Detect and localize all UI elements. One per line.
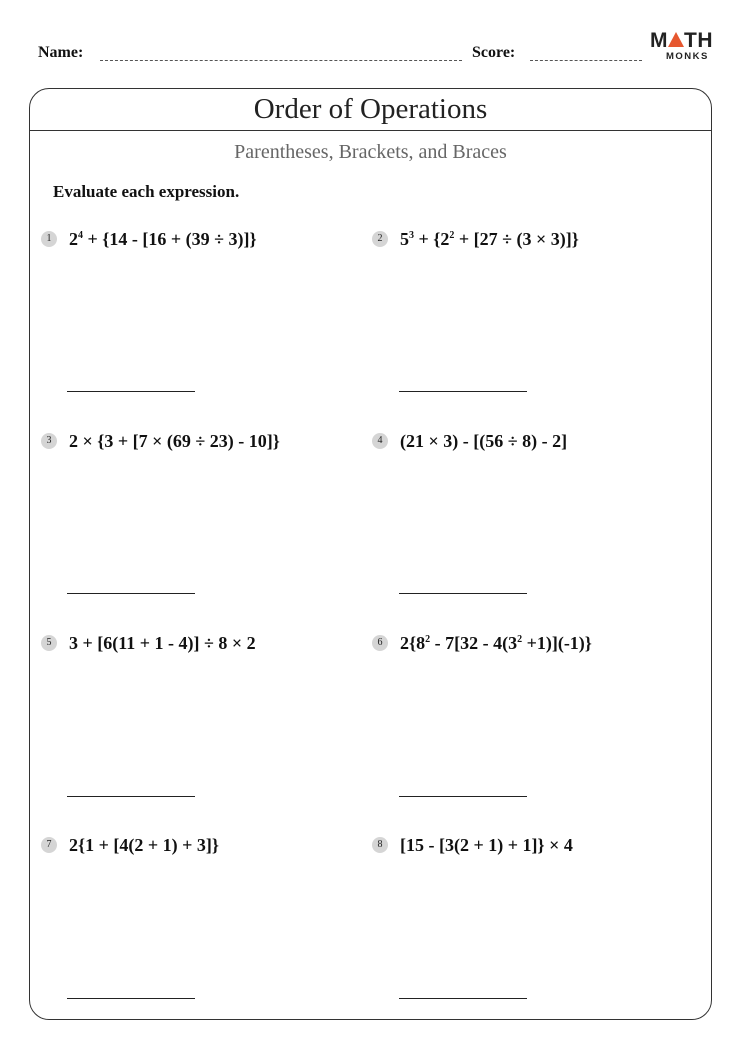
- page-subtitle: Parentheses, Brackets, and Braces: [234, 141, 507, 163]
- problem-number-badge: 8: [372, 837, 388, 853]
- problem-expression: [400, 835, 573, 856]
- answer-line-2[interactable]: [399, 391, 527, 392]
- expression-part: 2 × {3 + [7 × (69 ÷ 23) - 10]}: [69, 431, 280, 451]
- problem-number-badge: 7: [41, 837, 57, 853]
- instructions: Evaluate each expression.: [53, 182, 240, 201]
- problem-number-badge: 1: [41, 231, 57, 247]
- exponent: 4: [78, 230, 83, 241]
- name-field[interactable]: [100, 60, 462, 61]
- problem-number-badge: 5: [41, 635, 57, 651]
- worksheet-frame: [29, 88, 712, 1020]
- expression-part: + [27 ÷ (3 × 3)]}: [454, 229, 579, 249]
- answer-line-1[interactable]: [67, 391, 195, 392]
- triangle-a-icon: [668, 32, 684, 47]
- name-label: Name:: [38, 44, 84, 61]
- score-label: Score:: [472, 44, 516, 61]
- answer-line-8[interactable]: [399, 998, 527, 999]
- problem-expression: [69, 431, 280, 452]
- worksheet-header: [0, 0, 742, 80]
- answer-line-7[interactable]: [67, 998, 195, 999]
- expression-part: [15 - [3(2 + 1) + 1]} × 4: [400, 835, 573, 855]
- problem-expression: [400, 229, 579, 250]
- problem-expression: [69, 835, 219, 856]
- problem-number-badge: 6: [372, 635, 388, 651]
- expression-part: + {14 - [16 + (39 ÷ 3)]}: [83, 229, 257, 249]
- page-title: Order of Operations: [30, 89, 711, 131]
- answer-line-6[interactable]: [399, 796, 527, 797]
- expression-part: 2{8: [400, 633, 426, 653]
- answer-line-3[interactable]: [67, 593, 195, 594]
- exponent: 3: [409, 230, 414, 241]
- math-monks-logo: M TH MONKS: [650, 29, 713, 62]
- exponent: 2: [517, 634, 523, 645]
- score-field[interactable]: [530, 60, 642, 61]
- exponent: 2: [449, 230, 455, 241]
- expression-part: 2: [69, 229, 78, 249]
- expression-part: +1)](-1)}: [522, 633, 592, 653]
- answer-line-5[interactable]: [67, 796, 195, 797]
- expression-part: + {2: [414, 229, 450, 249]
- answer-line-4[interactable]: [399, 593, 527, 594]
- problem-number-badge: 2: [372, 231, 388, 247]
- expression-part: 3 + [6(11 + 1 - 4)] ÷ 8 × 2: [69, 633, 256, 653]
- exponent: 2: [425, 634, 431, 645]
- expression-part: (21 × 3) - [(56 ÷ 8) - 2]: [400, 431, 568, 451]
- expression-part: 2{1 + [4(2 + 1) + 3]}: [69, 835, 219, 855]
- problem-number-badge: 3: [41, 433, 57, 449]
- problem-expression: [69, 633, 256, 654]
- expression-part: 5: [400, 229, 409, 249]
- problem-expression: [400, 431, 567, 452]
- problem-number-badge: 4: [372, 433, 388, 449]
- problem-expression: [400, 633, 592, 654]
- expression-part: - 7[32 - 4(3: [430, 633, 518, 653]
- problem-expression: [69, 229, 257, 250]
